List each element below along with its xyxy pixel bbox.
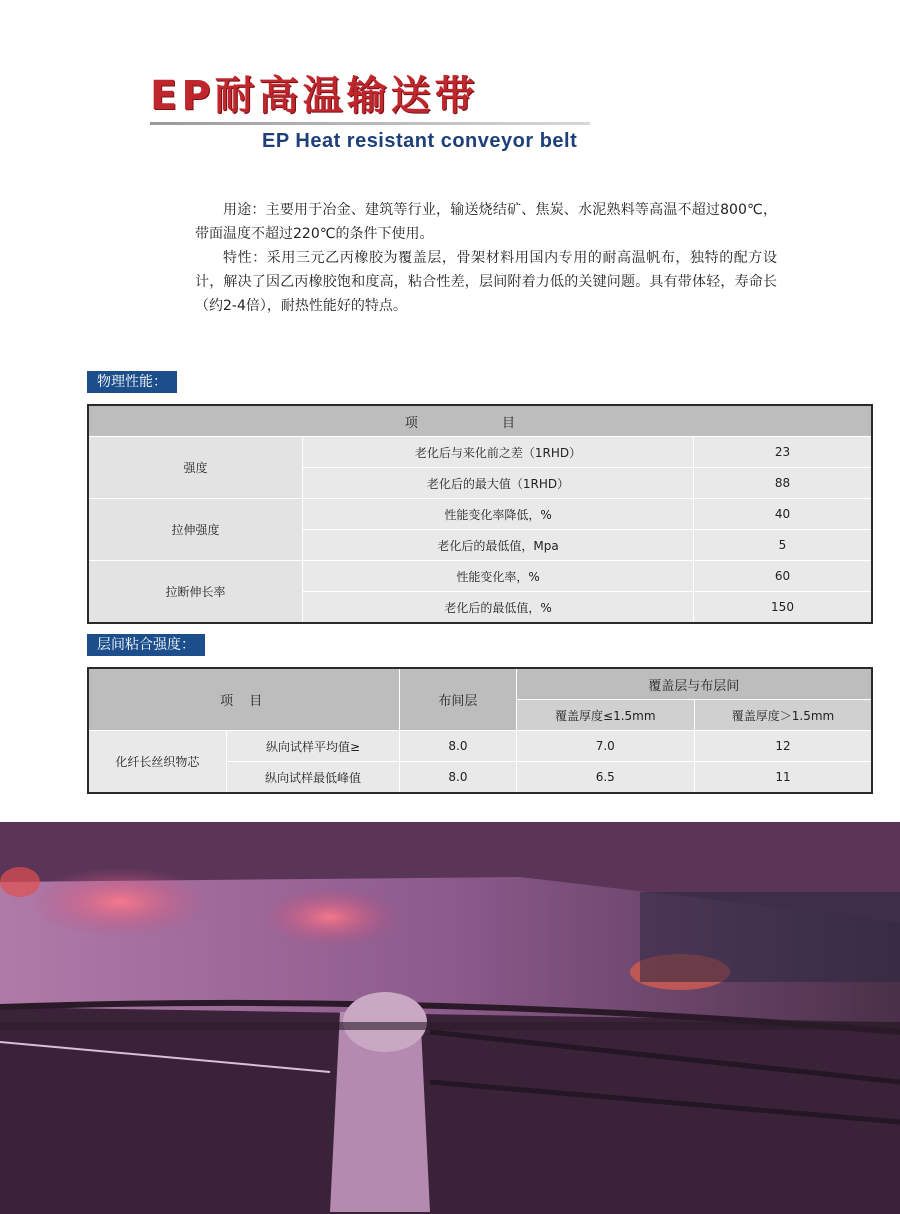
- item-cell: 纵向试样平均值≥: [226, 731, 399, 762]
- usage-paragraph: 用途：主要用于冶金、建筑等行业，输送烧结矿、焦炭、水泥熟料等高温不超过800℃，带面温度不超过220℃的条件下使用。: [195, 202, 777, 242]
- group-label: 拉伸强度: [88, 499, 303, 561]
- item-cell: 老化后的最低值，%: [303, 592, 694, 624]
- fabric-layer-header: 布间层: [400, 668, 516, 731]
- conveyor-belt-photo: [0, 822, 900, 1214]
- intro-text: [195, 198, 777, 318]
- item-cell: 老化后与来化前之差（1RHD）: [303, 437, 694, 468]
- item-cell: 老化后的最低值，Mpa: [303, 530, 694, 561]
- item-cell: 性能变化率，%: [303, 561, 694, 592]
- conveyor-belt-illustration: [0, 822, 900, 1214]
- value-cell: 40: [694, 499, 873, 530]
- item-cell: 性能变化率降低，%: [303, 499, 694, 530]
- group-label: 强度: [88, 437, 303, 499]
- page-subtitle: EP Heat resistant conveyor belt: [262, 130, 578, 152]
- adhesion-strength-label: 层间粘合强度：: [87, 634, 205, 656]
- table-header: 项 目: [88, 405, 872, 437]
- value-cell: 23: [694, 437, 873, 468]
- value-cell: 88: [694, 468, 873, 499]
- item-header: 项 目: [88, 668, 400, 731]
- thin-cover-header: 覆盖厚度≤1.5mm: [516, 700, 694, 731]
- value-cell: 150: [694, 592, 873, 624]
- thick-cover-header: 覆盖厚度＞1.5mm: [695, 700, 873, 731]
- fabric-value: 8.0: [400, 762, 516, 794]
- thin-value: 7.0: [516, 731, 694, 762]
- item-cell: 纵向试样最低峰值: [226, 762, 399, 794]
- value-cell: 5: [694, 530, 873, 561]
- group-label: 拉断伸长率: [88, 561, 303, 624]
- physical-properties-label: 物理性能：: [87, 371, 177, 393]
- fabric-value: 8.0: [400, 731, 516, 762]
- page-title: EP耐高温输送带: [150, 73, 479, 119]
- thick-value: 11: [695, 762, 873, 794]
- physical-properties-table: [87, 404, 873, 624]
- adhesion-strength-table: [87, 667, 873, 794]
- item-cell: 老化后的最大值（1RHD）: [303, 468, 694, 499]
- cover-fabric-header: 覆盖层与布层间: [516, 668, 872, 700]
- thick-value: 12: [695, 731, 873, 762]
- title-divider: [150, 122, 590, 125]
- thin-value: 6.5: [516, 762, 694, 794]
- group-label: 化纤长丝织物芯: [88, 731, 226, 794]
- features-paragraph: 特性：采用三元乙丙橡胶为覆盖层，骨架材料用国内专用的耐高温帆布，独特的配方设计，解决了因乙丙橡胶饱和度高，粘合性差，层间附着力低的关键问题。具有带体轻，寿命长（约2-4倍），耐热性能好的特点。: [195, 250, 777, 314]
- value-cell: 60: [694, 561, 873, 592]
